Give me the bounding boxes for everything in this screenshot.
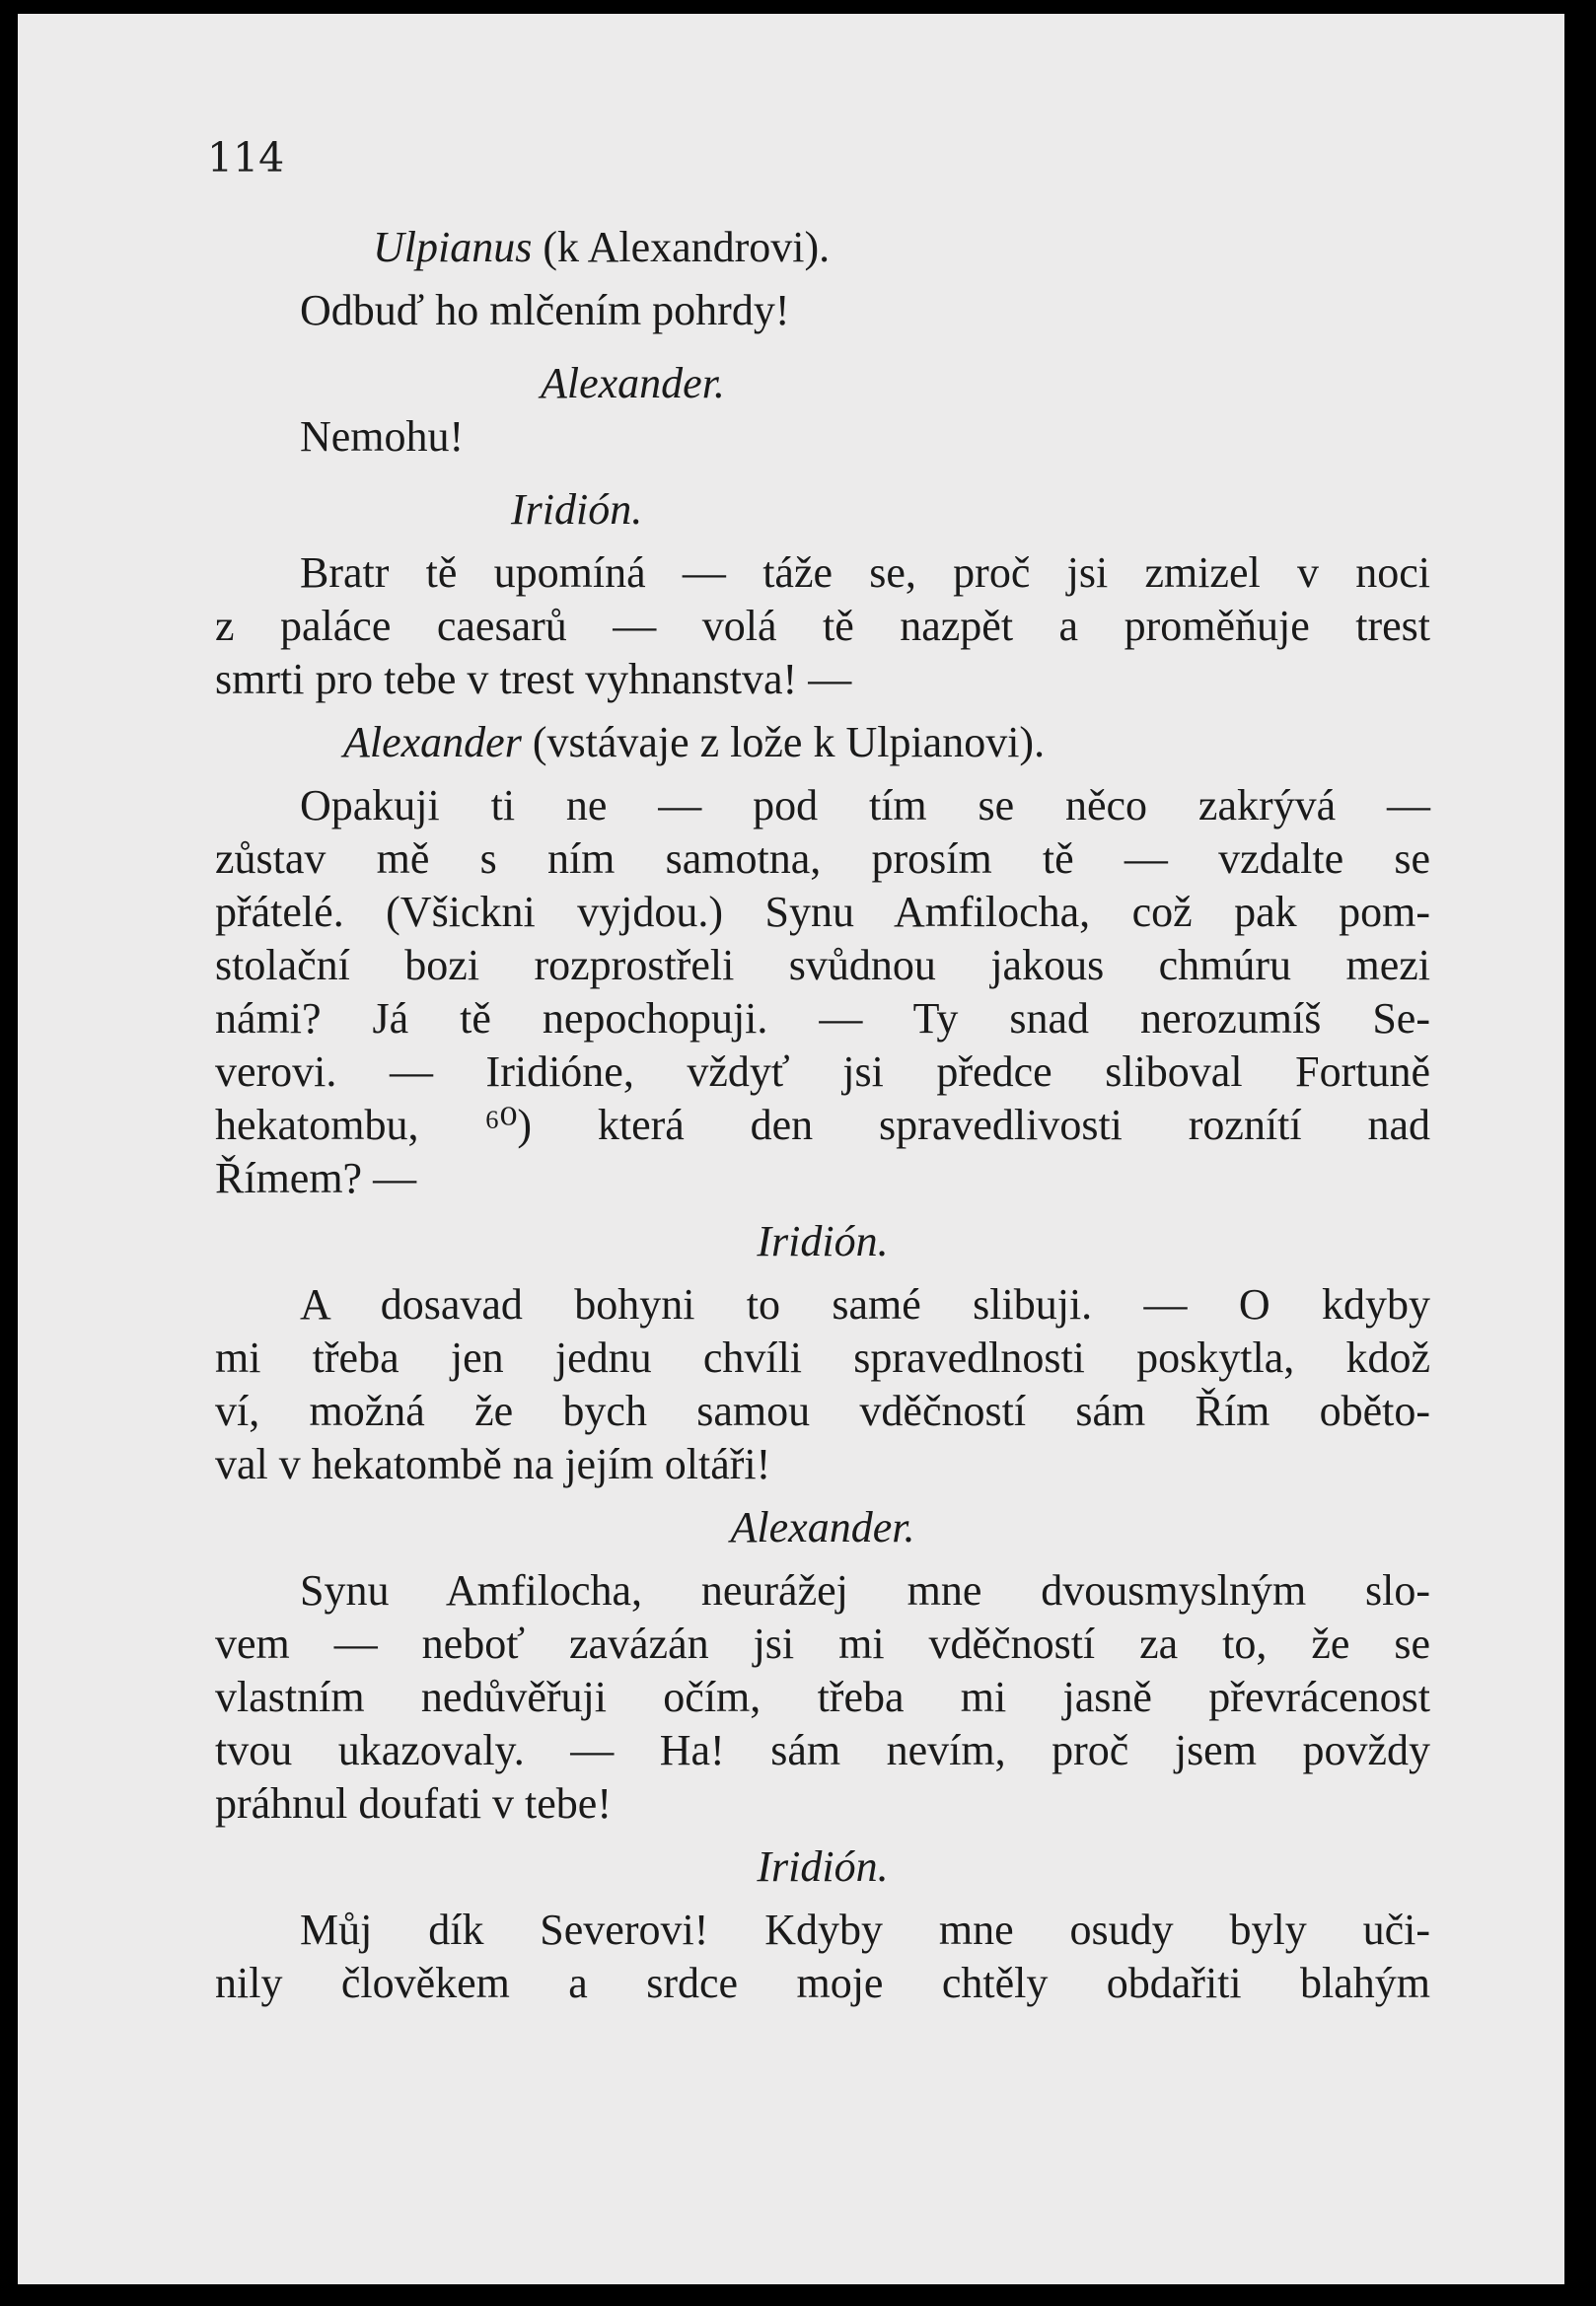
- speaker-heading: [215, 357, 1430, 410]
- play-text: [215, 221, 1430, 2010]
- text-line: Nemohu!: [300, 412, 465, 461]
- book-page: [18, 14, 1564, 2284]
- text-line: nily člověkem a srdce moje chtěly obdařiti blahým: [215, 1959, 1430, 2007]
- speaker-name: Alexander.: [541, 359, 725, 407]
- speaker-heading: [215, 1501, 1430, 1554]
- text-line: přátelé. (Všickni vyjdou.) Synu Amfilocha, což pak pom-: [215, 888, 1430, 936]
- text-line: Opakuji ti ne — pod tím se něco zakrývá —: [300, 781, 1430, 829]
- stage-direction: (k Alexandrovi).: [532, 223, 831, 271]
- speaker-heading: [215, 1840, 1430, 1894]
- speaker-heading: [215, 483, 1430, 537]
- speaker-name: Ulpianus: [373, 223, 533, 271]
- text-line: vlastním nedůvěřuji očím, třeba mi jasně převrácenost: [215, 1673, 1430, 1721]
- text-line: zůstav mě s ním samotna, prosím tě — vzdalte se: [215, 834, 1430, 883]
- speaker-name: Iridión.: [757, 1217, 889, 1265]
- page-number: 114: [207, 134, 285, 181]
- speaker-name: Alexander: [343, 718, 522, 766]
- text-line: Synu Amfilocha, neurážej mne dvousmyslným slo-: [300, 1566, 1430, 1615]
- text-line: vem — neboť zavázán jsi mi vděčností za to, že se: [215, 1620, 1430, 1668]
- speaker-name: Iridión.: [511, 485, 643, 534]
- text-line: Římem? —: [215, 1154, 417, 1202]
- speaker-heading: [215, 716, 1430, 769]
- text-line: smrti pro tebe v trest vyhnanstva! —: [215, 655, 852, 703]
- text-line: verovi. — Iridióne, vždyť jsi předce sliboval Fortuně: [215, 1047, 1430, 1096]
- text-line: val v hekatombě na jejím oltáři!: [215, 1440, 771, 1488]
- text-line: hekatombu, ⁶⁰) která den spravedlivosti roznítí nad: [215, 1101, 1430, 1149]
- speaker-heading: [215, 1215, 1430, 1268]
- speaker-name: Iridión.: [757, 1842, 889, 1891]
- speaker-heading: [215, 221, 1430, 274]
- text-line: tvou ukazovaly. — Ha! sám nevím, proč jsem povždy: [215, 1726, 1430, 1774]
- text-line: ví, možná že bych samou vděčností sám Řím oběto-: [215, 1387, 1430, 1435]
- text-line: Můj dík Severovi! Kdyby mne osudy byly uči-: [300, 1906, 1430, 1954]
- text-line: námi? Já tě nepochopuji. — Ty snad nerozumíš Se-: [215, 994, 1430, 1043]
- text-line: Bratr tě upomíná — táže se, proč jsi zmizel v noci: [300, 548, 1430, 597]
- text-line: z paláce caesarů — volá tě nazpět a proměňuje trest: [215, 602, 1430, 650]
- speaker-name: Alexander.: [730, 1503, 915, 1551]
- stage-direction: (vstávaje z lože k Ulpianovi).: [521, 718, 1046, 766]
- text-line: práhnul doufati v tebe!: [215, 1779, 612, 1828]
- text-line: stolační bozi rozprostřeli svůdnou jakous chmúru mezi: [215, 941, 1430, 989]
- text-line: mi třeba jen jednu chvíli spravedlnosti poskytla, kdož: [215, 1333, 1430, 1382]
- text-line: A dosavad bohyni to samé slibuji. — O kdyby: [300, 1280, 1430, 1329]
- text-line: Odbuď ho mlčením pohrdy!: [300, 286, 790, 334]
